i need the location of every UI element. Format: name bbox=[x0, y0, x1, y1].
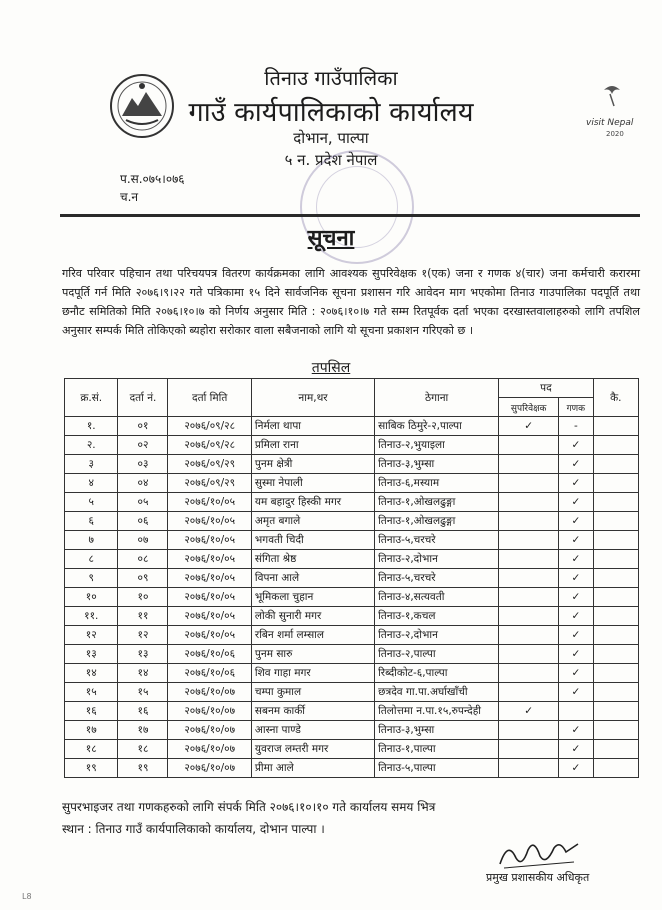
cell-sn: ११. bbox=[65, 607, 118, 626]
signatory-title: प्रमुख प्रशासकीय अधिकृत bbox=[486, 871, 590, 884]
cell-address: तिनाउ-५,चरचरे bbox=[375, 531, 499, 550]
cell-darta-miti: २०७६/०९/२८ bbox=[168, 417, 251, 436]
table-row bbox=[65, 645, 639, 664]
cell-supervisor bbox=[499, 645, 559, 664]
cell-supervisor bbox=[499, 626, 559, 645]
cell-remarks bbox=[593, 626, 638, 645]
cell-darta-miti: २०७६/१०/०६ bbox=[168, 664, 251, 683]
table-row bbox=[65, 436, 639, 455]
cell-sn: २. bbox=[65, 436, 118, 455]
table-row bbox=[65, 607, 639, 626]
cell-darta-no: ११ bbox=[118, 607, 168, 626]
dispatch-number: च.न bbox=[120, 190, 139, 204]
cell-sn: १४ bbox=[65, 664, 118, 683]
cell-sn: १९ bbox=[65, 759, 118, 778]
cell-supervisor bbox=[499, 607, 559, 626]
cell-remarks bbox=[593, 702, 638, 721]
cell-name: आस्ना पाण्डे bbox=[251, 721, 374, 740]
cell-name: अमृत बगाले bbox=[251, 512, 374, 531]
cell-supervisor bbox=[499, 512, 559, 531]
cell-darta-no: ०५ bbox=[118, 493, 168, 512]
cell-sn: १२ bbox=[65, 626, 118, 645]
table-row bbox=[65, 759, 639, 778]
table-row bbox=[65, 721, 639, 740]
cell-name: चम्पा कुमाल bbox=[251, 683, 374, 702]
cell-name: भूमिकला चुहान bbox=[251, 588, 374, 607]
cell-name: युवराज लम्तरी मगर bbox=[251, 740, 374, 759]
cell-sn: ८ bbox=[65, 550, 118, 569]
cell-supervisor: ✓ bbox=[499, 702, 559, 721]
cell-remarks bbox=[593, 683, 638, 702]
cell-darta-no: १६ bbox=[118, 702, 168, 721]
office-location: दोभान, पाल्पा bbox=[293, 129, 369, 147]
cell-darta-miti: २०७६/१०/०५ bbox=[168, 493, 251, 512]
cell-remarks bbox=[593, 474, 638, 493]
cell-supervisor bbox=[499, 683, 559, 702]
cell-ganak: ✓ bbox=[559, 436, 593, 455]
table-body bbox=[65, 417, 639, 778]
cell-supervisor bbox=[499, 436, 559, 455]
cell-sn: १६ bbox=[65, 702, 118, 721]
cell-remarks bbox=[593, 607, 638, 626]
cell-ganak bbox=[559, 702, 593, 721]
cell-darta-no: ०६ bbox=[118, 512, 168, 531]
cell-address: तिनाउ-२,दोभान bbox=[375, 550, 499, 569]
cell-address: तिनाउ-३,भुम्सा bbox=[375, 455, 499, 474]
cell-address: तिनाउ-२,भुयाइला bbox=[375, 436, 499, 455]
cell-remarks bbox=[593, 740, 638, 759]
cell-ganak: ✓ bbox=[559, 569, 593, 588]
cell-remarks bbox=[593, 759, 638, 778]
cell-supervisor bbox=[499, 493, 559, 512]
cell-darta-miti: २०७६/१०/०५ bbox=[168, 588, 251, 607]
location-line: स्थान : तिनाउ गाउँ कार्यपालिकाको कार्यालय, दोभान पाल्पा । bbox=[62, 822, 325, 836]
cell-name: शिव गाहा मगर bbox=[251, 664, 374, 683]
visit-nepal-year: 2020 bbox=[606, 130, 624, 138]
table-row bbox=[65, 740, 639, 759]
table-row bbox=[65, 588, 639, 607]
cell-darta-miti: २०७६/१०/०७ bbox=[168, 683, 251, 702]
cell-darta-miti: २०७६/१०/०७ bbox=[168, 721, 251, 740]
cell-remarks bbox=[593, 417, 638, 436]
cell-ganak: ✓ bbox=[559, 626, 593, 645]
cell-darta-no: ०१ bbox=[118, 417, 168, 436]
municipality-name: तिनाउ गाउँपालिका bbox=[264, 66, 398, 90]
cell-remarks bbox=[593, 531, 638, 550]
cell-ganak: ✓ bbox=[559, 550, 593, 569]
cell-darta-no: ०२ bbox=[118, 436, 168, 455]
cell-remarks bbox=[593, 493, 638, 512]
header-sn: क्र.सं. bbox=[65, 379, 118, 417]
cell-sn: ३ bbox=[65, 455, 118, 474]
office-title: गाउँ कार्यपालिकाको कार्यालय bbox=[188, 97, 474, 128]
cell-sn: १७ bbox=[65, 721, 118, 740]
cell-name: सबनम कार्की bbox=[251, 702, 374, 721]
cell-ganak: - bbox=[559, 417, 593, 436]
signature-icon bbox=[494, 834, 584, 874]
cell-name: रबिन शर्मा लम्साल bbox=[251, 626, 374, 645]
cell-supervisor: ✓ bbox=[499, 417, 559, 436]
letter-number: प.स.०७५।०७६ bbox=[120, 172, 185, 186]
candidate-table bbox=[64, 378, 639, 778]
cell-remarks bbox=[593, 569, 638, 588]
cell-darta-no: १७ bbox=[118, 721, 168, 740]
cell-remarks bbox=[593, 455, 638, 474]
cell-darta-no: १८ bbox=[118, 740, 168, 759]
header-darta-miti: दर्ता मिति bbox=[168, 379, 251, 417]
table-row bbox=[65, 683, 639, 702]
header-name: नाम,थर bbox=[251, 379, 374, 417]
cell-ganak: ✓ bbox=[559, 512, 593, 531]
table-title: तपसिल bbox=[311, 360, 351, 376]
cell-darta-no: ०९ bbox=[118, 569, 168, 588]
cell-address: तिलोत्तमा न.पा.१५,रुपन्देही bbox=[375, 702, 499, 721]
cell-darta-no: १४ bbox=[118, 664, 168, 683]
cell-supervisor bbox=[499, 474, 559, 493]
cell-sn: ७ bbox=[65, 531, 118, 550]
cell-ganak: ✓ bbox=[559, 493, 593, 512]
table-row bbox=[65, 455, 639, 474]
header-supervisor: सुपरिवेक्षक bbox=[499, 398, 559, 417]
cell-remarks bbox=[593, 664, 638, 683]
table-row bbox=[65, 417, 639, 436]
cell-name: संगिता श्रेष्ठ bbox=[251, 550, 374, 569]
cell-darta-no: १२ bbox=[118, 626, 168, 645]
cell-address: तिनाउ-४,सत्यवती bbox=[375, 588, 499, 607]
cell-darta-no: १९ bbox=[118, 759, 168, 778]
cell-darta-miti: २०७६/१०/०५ bbox=[168, 531, 251, 550]
cell-darta-no: ०४ bbox=[118, 474, 168, 493]
cell-sn: १० bbox=[65, 588, 118, 607]
cell-darta-miti: २०७६/१०/०५ bbox=[168, 569, 251, 588]
cell-address: तिनाउ-१,ओखलढुङ्गा bbox=[375, 512, 499, 531]
cell-sn: ९ bbox=[65, 569, 118, 588]
cell-ganak: ✓ bbox=[559, 645, 593, 664]
header-divider bbox=[60, 214, 640, 217]
cell-darta-miti: २०७६/०९/२९ bbox=[168, 474, 251, 493]
cell-remarks bbox=[593, 588, 638, 607]
table-row bbox=[65, 550, 639, 569]
cell-darta-miti: २०७६/१०/०५ bbox=[168, 550, 251, 569]
cell-ganak: ✓ bbox=[559, 607, 593, 626]
cell-supervisor bbox=[499, 550, 559, 569]
cell-name: प्रमिला राना bbox=[251, 436, 374, 455]
cell-darta-miti: २०७६/१०/०६ bbox=[168, 645, 251, 664]
header-remarks: कै. bbox=[593, 379, 638, 417]
cell-supervisor bbox=[499, 531, 559, 550]
cell-supervisor bbox=[499, 721, 559, 740]
cell-darta-miti: २०७६/१०/०७ bbox=[168, 759, 251, 778]
header-address: ठेगाना bbox=[375, 379, 499, 417]
corner-mark: L8 bbox=[22, 892, 32, 901]
cell-name: पुनम सारु bbox=[251, 645, 374, 664]
cell-name: सुस्मा नेपाली bbox=[251, 474, 374, 493]
cell-address: तिनाउ-१,कचल bbox=[375, 607, 499, 626]
cell-ganak: ✓ bbox=[559, 474, 593, 493]
cell-ganak: ✓ bbox=[559, 531, 593, 550]
notice-body: गरिव परिवार पहिचान तथा परिचयपत्र वितरण कार्यक्रमका लागि आवश्यक सुपरिवेक्षक १(एक) जना र गणक ४(चार) जना कर्मचारी करारमा पदपूर्ति गर्न मिति २०७६।९।२२ गते पत्रिकामा १५ दिने सार्वजनिक सूचना प्रशासन गरि आवेदन माग भएकोमा तिनाउ गाउपालिका पदपूर्ति तथा छनौट समितिको मिति २०७६।१०।७ को निर्णय अनुसार मिति : २०७६।१०।७ गते सम्म रितपूर्वक दर्ता भएका दरखास्तवालाहरुको लागि तपशिल अनुसार सम्पर्क मिति तोकिएको ब्यहोरा सरोकार वाला सबैजनाको लागि यो सूचना प्रकाशन गरिएको छ । bbox=[62, 267, 640, 337]
visit-nepal-text: visit Nepal bbox=[586, 118, 634, 128]
cell-darta-no: १० bbox=[118, 588, 168, 607]
cell-sn: १८ bbox=[65, 740, 118, 759]
cell-ganak: ✓ bbox=[559, 455, 593, 474]
cell-sn: ६ bbox=[65, 512, 118, 531]
cell-address: साबिक ठिमुरे-२,पाल्पा bbox=[375, 417, 499, 436]
cell-sn: १५ bbox=[65, 683, 118, 702]
cell-address: छत्रदेव गा.पा.अर्घाखाँची bbox=[375, 683, 499, 702]
cell-supervisor bbox=[499, 759, 559, 778]
cell-name: पुनम क्षेत्री bbox=[251, 455, 374, 474]
table-row bbox=[65, 493, 639, 512]
cell-name: यम बहादुर हिस्की मगर bbox=[251, 493, 374, 512]
table-row bbox=[65, 569, 639, 588]
cell-darta-miti: २०७६/१०/०७ bbox=[168, 740, 251, 759]
cell-name: विपना आले bbox=[251, 569, 374, 588]
cell-supervisor bbox=[499, 569, 559, 588]
cell-address: तिनाउ-६,मस्याम bbox=[375, 474, 499, 493]
table-row bbox=[65, 664, 639, 683]
cell-ganak: ✓ bbox=[559, 759, 593, 778]
cell-name: प्रीमा आले bbox=[251, 759, 374, 778]
table-row bbox=[65, 531, 639, 550]
cell-supervisor bbox=[499, 588, 559, 607]
cell-darta-miti: २०७६/१०/०५ bbox=[168, 512, 251, 531]
cell-darta-no: १५ bbox=[118, 683, 168, 702]
cell-supervisor bbox=[499, 455, 559, 474]
cell-name: निर्मला थापा bbox=[251, 417, 374, 436]
cell-remarks bbox=[593, 436, 638, 455]
table-row bbox=[65, 626, 639, 645]
cell-ganak: ✓ bbox=[559, 588, 593, 607]
cell-supervisor bbox=[499, 664, 559, 683]
cell-address: तिनाउ-३,भुम्सा bbox=[375, 721, 499, 740]
header-ganak: गणक bbox=[559, 398, 593, 417]
cell-remarks bbox=[593, 550, 638, 569]
cell-sn: १. bbox=[65, 417, 118, 436]
cell-darta-miti: २०७६/०९/२८ bbox=[168, 436, 251, 455]
cell-remarks bbox=[593, 645, 638, 664]
cell-darta-miti: २०७६/१०/०५ bbox=[168, 626, 251, 645]
cell-name: लोकी सुनारी मगर bbox=[251, 607, 374, 626]
cell-ganak: ✓ bbox=[559, 721, 593, 740]
cell-darta-miti: २०७६/०९/२९ bbox=[168, 455, 251, 474]
cell-darta-miti: २०७६/१०/०५ bbox=[168, 607, 251, 626]
table-row bbox=[65, 474, 639, 493]
cell-address: तिनाउ-२,दोभान bbox=[375, 626, 499, 645]
cell-address: तिनाउ-१,पाल्पा bbox=[375, 740, 499, 759]
cell-ganak: ✓ bbox=[559, 740, 593, 759]
cell-darta-no: ०८ bbox=[118, 550, 168, 569]
cell-darta-no: ०३ bbox=[118, 455, 168, 474]
cell-ganak: ✓ bbox=[559, 664, 593, 683]
cell-supervisor bbox=[499, 740, 559, 759]
cell-sn: ५ bbox=[65, 493, 118, 512]
cell-sn: ४ bbox=[65, 474, 118, 493]
province: ५ न. प्रदेश नेपाल bbox=[284, 151, 378, 169]
header-darta-no: दर्ता नं. bbox=[118, 379, 168, 417]
cell-address: रिब्दीकोट-६,पाल्पा bbox=[375, 664, 499, 683]
cell-remarks bbox=[593, 721, 638, 740]
cell-ganak: ✓ bbox=[559, 683, 593, 702]
header-pad: पद bbox=[499, 379, 593, 398]
cell-sn: १३ bbox=[65, 645, 118, 664]
cell-address: तिनाउ-५,पाल्पा bbox=[375, 759, 499, 778]
cell-darta-no: ०७ bbox=[118, 531, 168, 550]
table-row bbox=[65, 702, 639, 721]
cell-darta-miti: २०७६/१०/०७ bbox=[168, 702, 251, 721]
contact-date-line: सुपरभाइजर तथा गणकहरुको लागि संपर्क मिति २०७६।१०।१० गते कार्यालय समय भित्र bbox=[62, 800, 436, 814]
cell-address: तिनाउ-१,ओखलढुङ्गा bbox=[375, 493, 499, 512]
cell-address: तिनाउ-२,पाल्पा bbox=[375, 645, 499, 664]
notice-title: सूचना bbox=[307, 226, 355, 251]
table-row bbox=[65, 512, 639, 531]
cell-darta-no: १३ bbox=[118, 645, 168, 664]
cell-name: भगवती चिदी bbox=[251, 531, 374, 550]
cell-remarks bbox=[593, 512, 638, 531]
cell-address: तिनाउ-५,चरचरे bbox=[375, 569, 499, 588]
